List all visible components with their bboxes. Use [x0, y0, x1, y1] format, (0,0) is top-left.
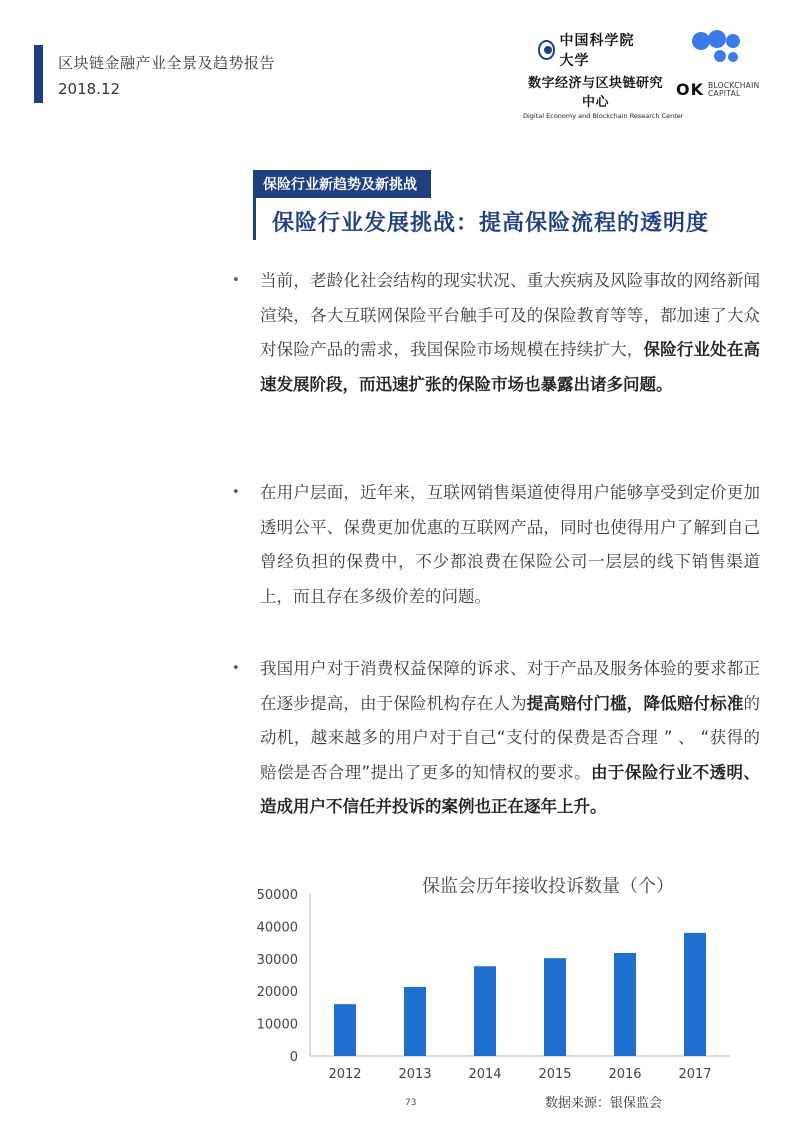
section-tag: 保险行业新趋势及新挑战: [253, 170, 431, 198]
ok-mark: OK: [676, 80, 704, 99]
bullet-icon: •: [232, 273, 240, 288]
x-tick-label: 2016: [608, 1067, 642, 1082]
list-item: [232, 476, 760, 614]
bullet-icon: •: [232, 485, 240, 500]
y-tick-label: 10000: [256, 1017, 298, 1033]
university-seal-icon: [538, 40, 555, 60]
y-tick-label: 50000: [256, 888, 298, 903]
x-tick-label: 2012: [328, 1067, 362, 1082]
research-center-logo: [523, 72, 684, 120]
bullet-icon: •: [232, 661, 240, 676]
list-item: [232, 264, 760, 402]
complaints-bar-chart: [250, 868, 740, 1118]
y-tick-label: 20000: [256, 985, 298, 1001]
bar-2017: [684, 933, 706, 1056]
chart-title: 保监会历年接收投诉数量（个）: [422, 876, 674, 897]
y-tick-label: 0: [289, 1050, 298, 1065]
bar-2016: [614, 953, 636, 1056]
ok-logo-text: BLOCKCHAIN CAPITAL: [708, 80, 760, 98]
x-tick-label: 2014: [468, 1067, 502, 1082]
ok-blockchain-dots-icon: [686, 30, 756, 74]
page-number: 73: [405, 1098, 417, 1108]
ucas-logo: [538, 33, 648, 69]
header-accent-bar: [34, 45, 43, 103]
research-center-name-en: Digital Economy and Blockchain Research Center: [523, 112, 684, 120]
x-tick-label: 2017: [678, 1067, 712, 1082]
chart-canvas: [250, 868, 740, 1090]
ok-blockchain-capital-logo: [676, 80, 760, 99]
bar-2015: [544, 958, 566, 1056]
data-source: 数据来源：银保监会: [545, 1096, 663, 1111]
bar-2014: [474, 966, 496, 1056]
x-tick-label: 2015: [538, 1067, 572, 1082]
report-date: 2018.12: [58, 80, 121, 98]
bullet-text: 在用户层面，近年来，互联网销售渠道使得用户能够享受到定价更加透明公平、保费更加优惠的互联网产品，同时也使得用户了解到自己曾经负担的保费中，不少都浪费在保险公司一层层的线下销售渠道上，而且存在多级价差的问题。: [260, 483, 760, 606]
x-tick-label: 2013: [398, 1067, 432, 1082]
bar-2012: [334, 1004, 356, 1056]
ucas-wordmark: 中国科学院大学: [559, 33, 635, 69]
bullet-text: 当前，老龄化社会结构的现实状况、重大疾病及风险事故的网络新闻渲染，各大互联网保险平台触手可及的保险教育等等，都加速了大众对保险产品的需求，我国保险市场规模在持续扩大，保险行业处在高速发展阶段，而迅速扩张的保险市场也暴露出诸多问题。: [260, 271, 761, 394]
report-title: 区块链金融产业全景及趋势报告: [58, 54, 276, 72]
y-tick-label: 30000: [256, 952, 298, 968]
y-tick-label: 40000: [256, 920, 298, 936]
bar-2013: [404, 987, 426, 1056]
section-title: 保险行业发展挑战：提高保险流程的透明度: [272, 211, 710, 236]
research-center-name: 数字经济与区块链研究中心: [527, 76, 663, 110]
list-item: [232, 652, 760, 825]
bullet-text: 我国用户对于消费权益保障的诉求、对于产品及服务体验的要求都正在逐步提高，由于保险机构存在人为提高赔付门槛，降低赔付标准的动机，越来越多的用户对于自己“支付的保费是否合理 ” 、 “获得的赔偿是否合理”提出了更多的知情权的要求。由于保险行业不透明、造成用户不信任并投诉的案例也正在逐年上升。: [260, 659, 761, 816]
section-rule: [253, 194, 256, 240]
